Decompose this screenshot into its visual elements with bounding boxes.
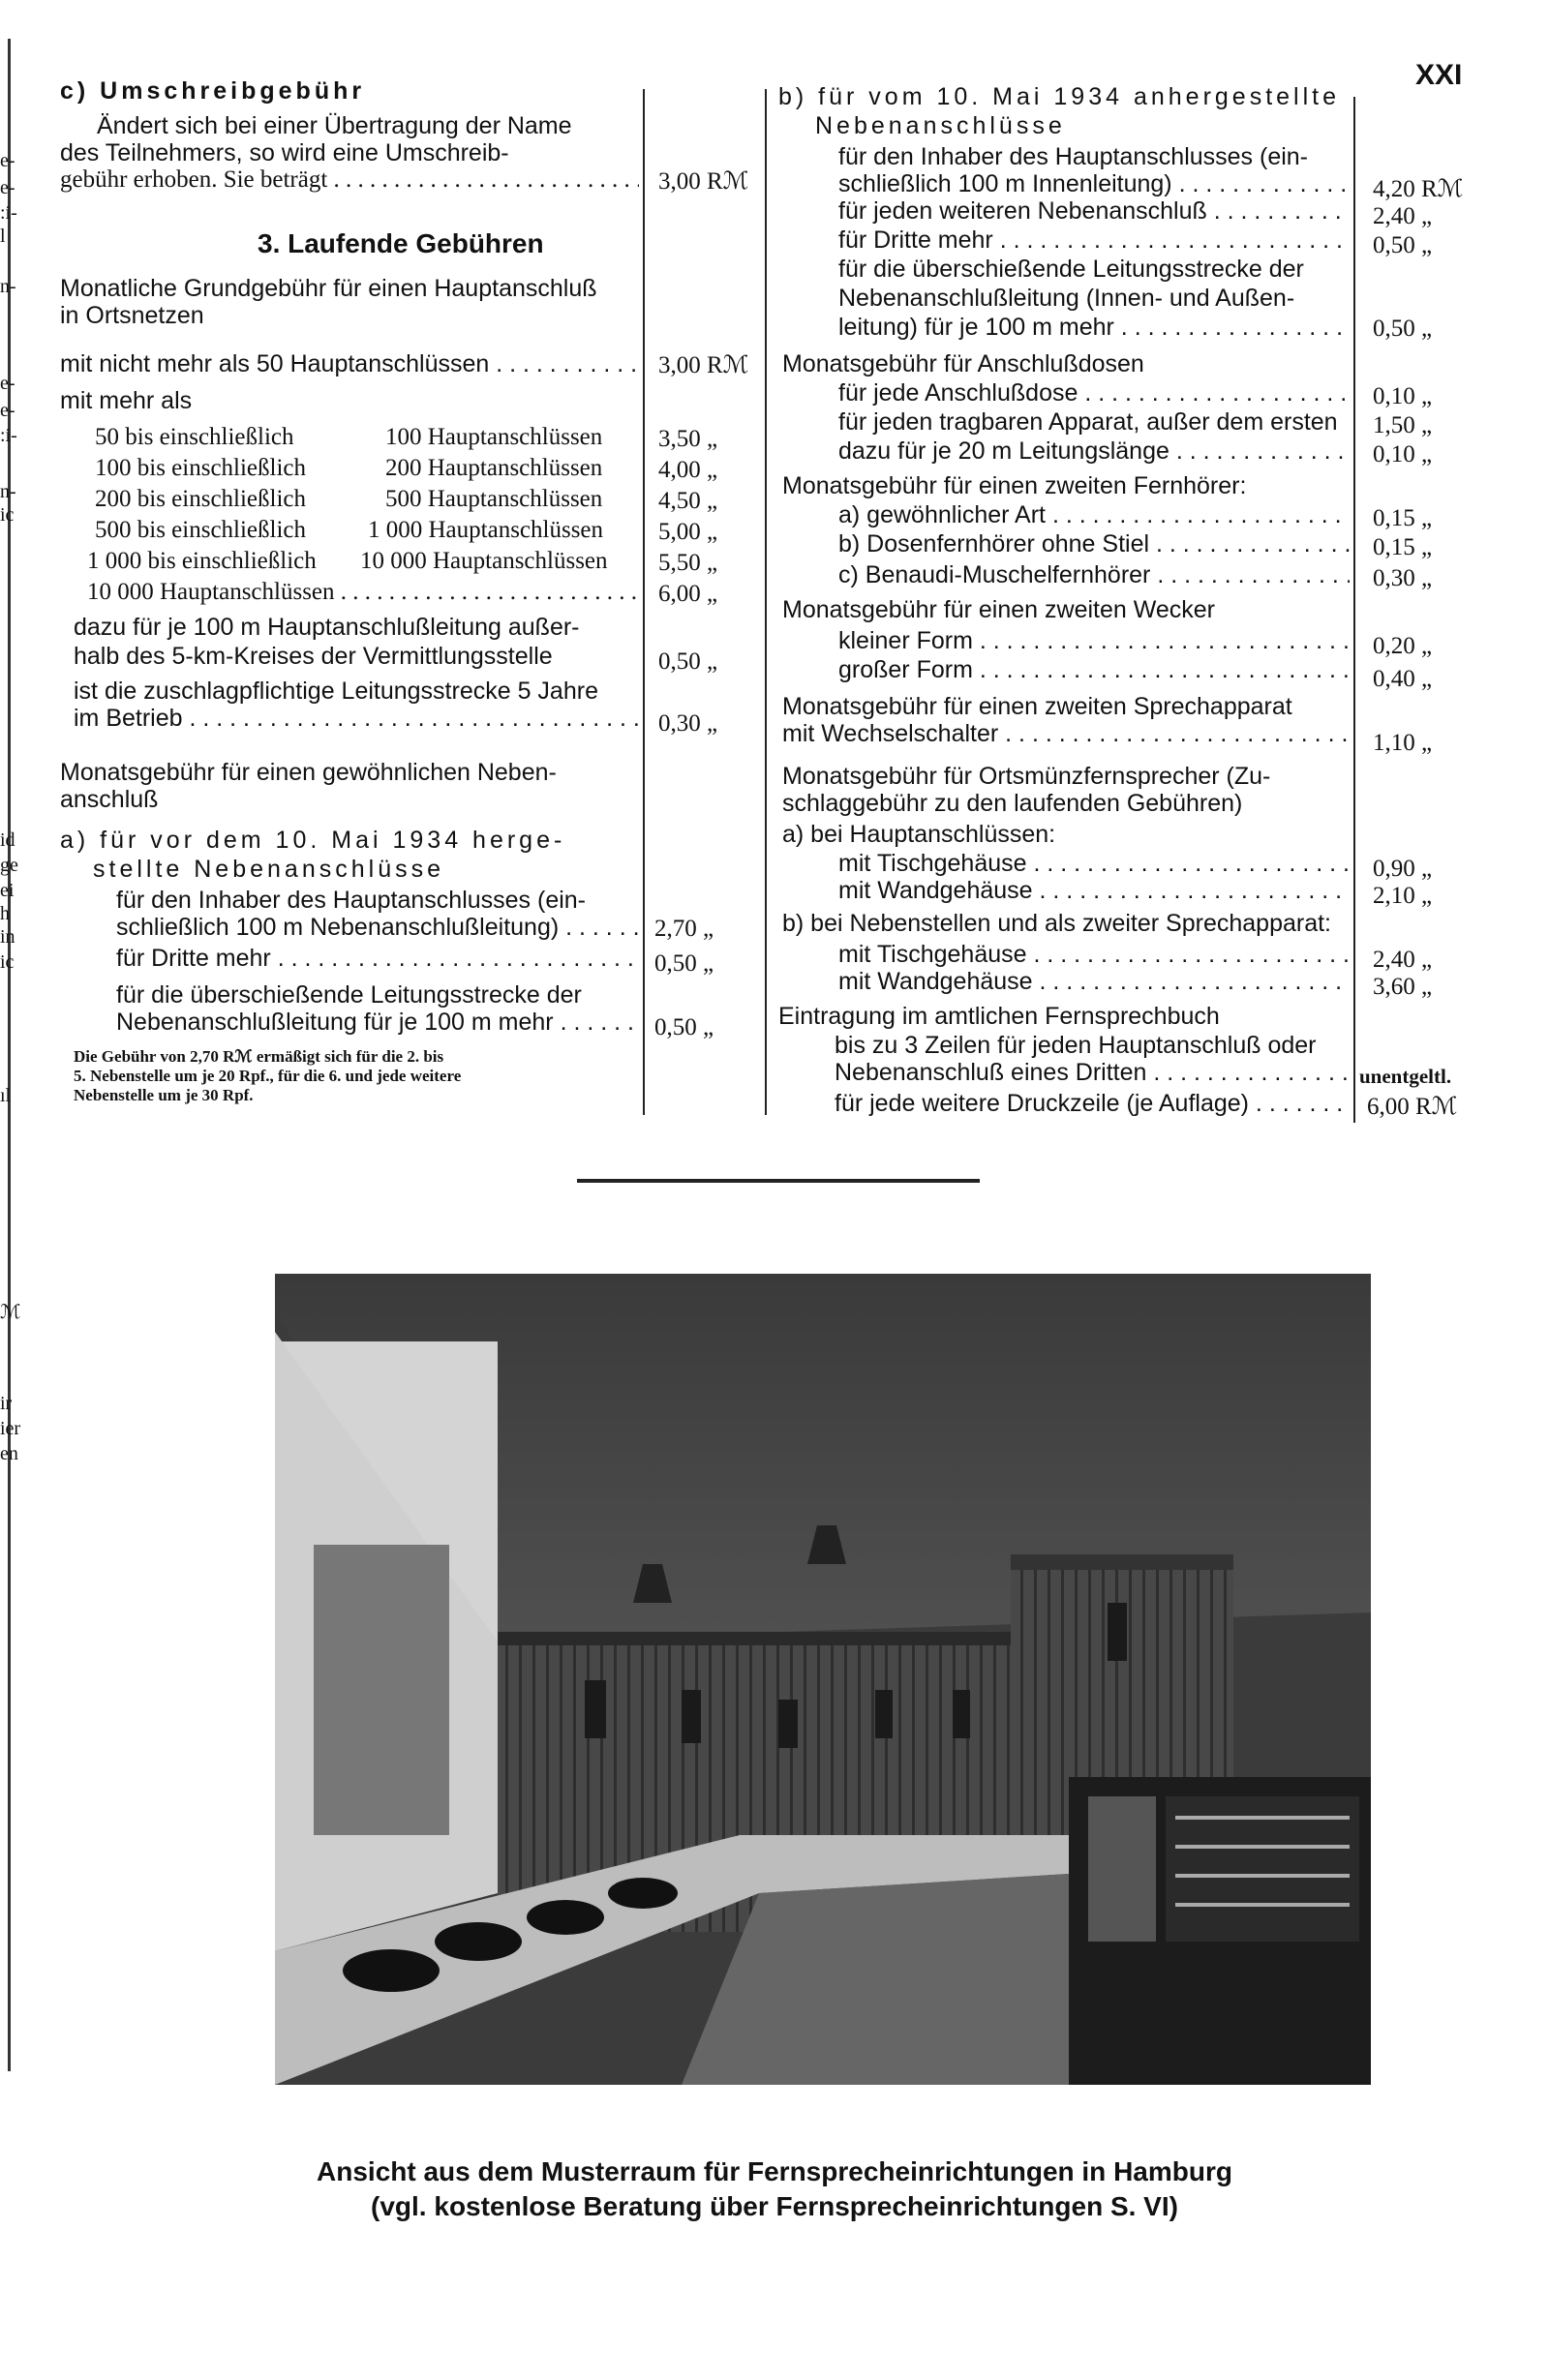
column-rule-right	[1353, 97, 1355, 1123]
range-from: 1 000 bis einschließlich	[87, 548, 317, 574]
text-line: mit Wandgehäuse	[838, 877, 1033, 904]
fee-value: 0,50 „	[1373, 316, 1433, 342]
range-to: 500 Hauptanschlüssen	[385, 486, 603, 512]
margin-fragment: e-	[0, 373, 15, 394]
subsection-a-heading: stellte Nebenanschlüsse	[93, 856, 444, 883]
photo-caption: Ansicht aus dem Musterraum für Fernsprecheinrichtungen in Hamburg	[317, 2156, 1232, 2186]
text-line: für Dritte mehr	[116, 945, 271, 972]
margin-fragment: e-	[0, 400, 15, 421]
text-line: mit nicht mehr als 50 Hauptanschlüssen	[60, 350, 490, 377]
margin-fragment: :i-	[0, 425, 17, 446]
text-line: dazu für je 100 m Hauptanschlußleitung außer-	[74, 614, 580, 641]
divider-rule	[577, 1179, 980, 1183]
group-heading: Monatsgebühr für einen zweiten Sprechapparat	[782, 693, 1292, 720]
margin-fragment: ℳ	[0, 1302, 21, 1323]
column-rule-left	[643, 89, 645, 1115]
subsection-b-heading: Nebenanschlüsse	[815, 112, 1066, 139]
text-line: anschluß	[60, 786, 159, 813]
text-line: a) gewöhnlicher Art	[838, 501, 1047, 528]
text-line: schließlich 100 m Innenleitung)	[838, 170, 1172, 197]
text-line: für jede Anschlußdose	[838, 379, 1078, 407]
fee-value: 0,50 „	[654, 950, 714, 977]
range-to: 200 Hauptanschlüssen	[385, 455, 603, 481]
text-line: b) Dosenfernhörer ohne Stiel	[838, 530, 1150, 557]
fee-value: 1,10 „	[1373, 730, 1433, 756]
text-line: Nebenanschlußleitung (Innen- und Außen-	[838, 285, 1295, 312]
footnote-line: Nebenstelle um je 30 Rpf.	[74, 1086, 254, 1104]
text-line: großer Form	[838, 656, 973, 683]
margin-fragment: ei	[0, 880, 15, 901]
margin-fragment: ic	[0, 504, 15, 526]
margin-fragment: n-	[0, 276, 16, 297]
column-rule-center	[765, 89, 767, 1115]
text-line: a) bei Hauptanschlüssen:	[782, 821, 1056, 848]
section-c-heading: c) Umschreibgebühr	[60, 77, 366, 105]
text-line: mit Wechselschalter	[782, 720, 999, 747]
margin-fragment: n-	[0, 481, 16, 502]
text-line: für jeden weiteren Nebenanschluß	[838, 197, 1207, 225]
subsection-a-heading: a) für vor dem 10. Mai 1934 herge-	[60, 827, 566, 854]
text-line: für jede weitere Druckzeile (je Auflage)	[835, 1090, 1249, 1117]
footnote-line: 5. Nebenstelle um je 20 Rpf., für die 6. und jede weitere	[74, 1067, 462, 1085]
margin-fragment: l	[0, 226, 6, 247]
fee-value: 0,15 „	[1373, 534, 1433, 560]
margin-fragment: ge	[0, 855, 18, 876]
fee-value: 0,50 „	[658, 648, 718, 675]
text-line: bis zu 3 Zeilen für jeden Hauptanschluß oder	[835, 1032, 1317, 1059]
showroom-photo	[275, 1274, 1371, 2085]
group-heading: Monatsgebühr für Ortsmünzfernsprecher (Zu-	[782, 763, 1271, 790]
left-margin-bleed	[0, 0, 29, 2380]
range-to: 1 000 Hauptanschlüssen	[368, 517, 604, 543]
text-line: für den Inhaber des Hauptanschlusses (ein-	[116, 887, 587, 914]
fee-value: 2,40 „	[1373, 203, 1433, 229]
range-from: 500 bis einschließlich	[95, 517, 307, 543]
range-to: 10 000 Hauptanschlüssen	[360, 548, 608, 574]
fee-value: 2,10 „	[1373, 883, 1433, 909]
text-line: Ändert sich bei einer Übertragung der Name	[97, 112, 572, 139]
fee-value: 0,10 „	[1373, 383, 1433, 409]
range-from: 50 bis einschließlich	[95, 424, 294, 450]
text-line: mit Tischgehäuse	[838, 941, 1027, 968]
text-line: des Teilnehmers, so wird eine Umschreib-	[60, 139, 509, 166]
text-line: b) bei Nebenstellen und als zweiter Sprechapparat:	[782, 910, 1332, 937]
fee-value: 3,00 Rℳ	[658, 352, 749, 378]
margin-fragment: in	[0, 926, 15, 948]
text-line: leitung) für je 100 m mehr	[838, 314, 1114, 341]
text-line: in Ortsnetzen	[60, 302, 204, 329]
text-line: mit Tischgehäuse	[838, 850, 1027, 877]
text-line: Nebenanschlußleitung für je 100 m mehr	[116, 1009, 554, 1036]
margin-fragment: e-	[0, 150, 15, 171]
group-heading: Eintragung im amtlichen Fernsprechbuch	[778, 1003, 1220, 1030]
fee-value: 5,00 „	[658, 519, 718, 545]
margin-fragment: :i-	[0, 202, 17, 224]
text-line: c) Benaudi-Muschelfernhörer	[838, 561, 1151, 588]
fee-value: 0,30 „	[658, 710, 718, 737]
text-line: im Betrieb	[74, 705, 183, 732]
fee-value: 0,90 „	[1373, 856, 1433, 882]
text-line: Nebenanschluß eines Dritten	[835, 1059, 1147, 1086]
fee-value: 4,00 „	[658, 457, 718, 483]
text-line: für Dritte mehr	[838, 226, 993, 254]
photo-caption-sub: (vgl. kostenlose Beratung über Fernsprecheinrichtungen S. VI)	[371, 2191, 1178, 2221]
fee-value: 5,50 „	[658, 550, 718, 576]
text-line: schließlich 100 m Nebenanschlußleitung)	[116, 914, 560, 941]
fee-value: 0,40 „	[1373, 666, 1433, 692]
fee-value: 0,50 „	[654, 1014, 714, 1040]
fee-value: 0,30 „	[1373, 565, 1433, 591]
text-line: kleiner Form	[838, 627, 973, 654]
text-line: für den Inhaber des Hauptanschlusses (ein-	[838, 143, 1309, 170]
text-line: mit mehr als	[60, 387, 193, 414]
fee-value: 0,10 „	[1373, 441, 1433, 467]
group-heading: Monatsgebühr für einen zweiten Fernhörer:	[782, 472, 1247, 499]
fee-value: 0,15 „	[1373, 505, 1433, 531]
fee-value: 2,40 „	[1373, 947, 1433, 973]
range-from: 100 bis einschließlich	[95, 455, 307, 481]
margin-fragment: ıl	[0, 1085, 12, 1106]
subsection-b-heading: b) für vom 10. Mai 1934 anhergestellte	[778, 83, 1341, 110]
fee-value: 0,50 „	[1373, 232, 1433, 258]
text-line: gebühr erhoben. Sie beträgt	[60, 166, 328, 193]
range-to: 100 Hauptanschlüssen	[385, 424, 603, 450]
group-heading: Monatsgebühr für einen zweiten Wecker	[782, 596, 1215, 623]
fee-value: 3,50 „	[658, 426, 718, 452]
text-line: Monatliche Grundgebühr für einen Hauptanschluß	[60, 275, 597, 302]
margin-fragment: ir	[0, 1393, 13, 1414]
fee-value: 6,00 Rℳ	[1367, 1094, 1458, 1120]
margin-fragment: ier	[0, 1418, 21, 1439]
text-line: schlaggebühr zu den laufenden Gebühren)	[782, 790, 1243, 817]
page-number: XXI	[1415, 59, 1463, 91]
margin-fragment: h	[0, 903, 10, 924]
fee-value: 4,20 Rℳ	[1373, 176, 1464, 202]
fee-value: 6,00 „	[658, 581, 718, 607]
margin-fragment: en	[0, 1443, 18, 1464]
fee-value: 1,50 „	[1373, 412, 1433, 438]
range-from: 200 bis einschließlich	[95, 486, 307, 512]
fee-value: 3,00 Rℳ	[658, 168, 749, 195]
margin-fragment: ic	[0, 951, 15, 973]
text-line: mit Wandgehäuse	[838, 968, 1033, 995]
text-line: für jeden tragbaren Apparat, außer dem ersten	[838, 408, 1338, 436]
range-from: 10 000 Hauptanschlüssen	[87, 579, 335, 605]
fee-value: 4,50 „	[658, 488, 718, 514]
text-line: für die überschießende Leitungsstrecke der	[116, 981, 582, 1009]
section-3-heading: 3. Laufende Gebühren	[258, 228, 544, 258]
text-line: für die überschießende Leitungsstrecke der	[838, 256, 1304, 283]
fee-value: 3,60 „	[1373, 974, 1433, 1000]
footnote-line: Die Gebühr von 2,70 Rℳ ermäßigt sich für die 2. bis	[74, 1047, 444, 1066]
text-line: dazu für je 20 m Leitungslänge	[838, 437, 1169, 465]
fee-value: 0,20 „	[1373, 633, 1433, 659]
margin-fragment: e-	[0, 177, 15, 198]
fee-value: unentgeltl.	[1359, 1065, 1452, 1088]
text-line: halb des 5-km-Kreises der Vermittlungsstelle	[74, 643, 553, 670]
group-heading: Monatsgebühr für Anschlußdosen	[782, 350, 1144, 377]
margin-fragment: id	[0, 829, 15, 851]
text-line: ist die zuschlagpflichtige Leitungsstrecke 5 Jahre	[74, 678, 598, 705]
fee-value: 2,70 „	[654, 916, 714, 942]
text-line: Monatsgebühr für einen gewöhnlichen Neben-	[60, 759, 557, 786]
